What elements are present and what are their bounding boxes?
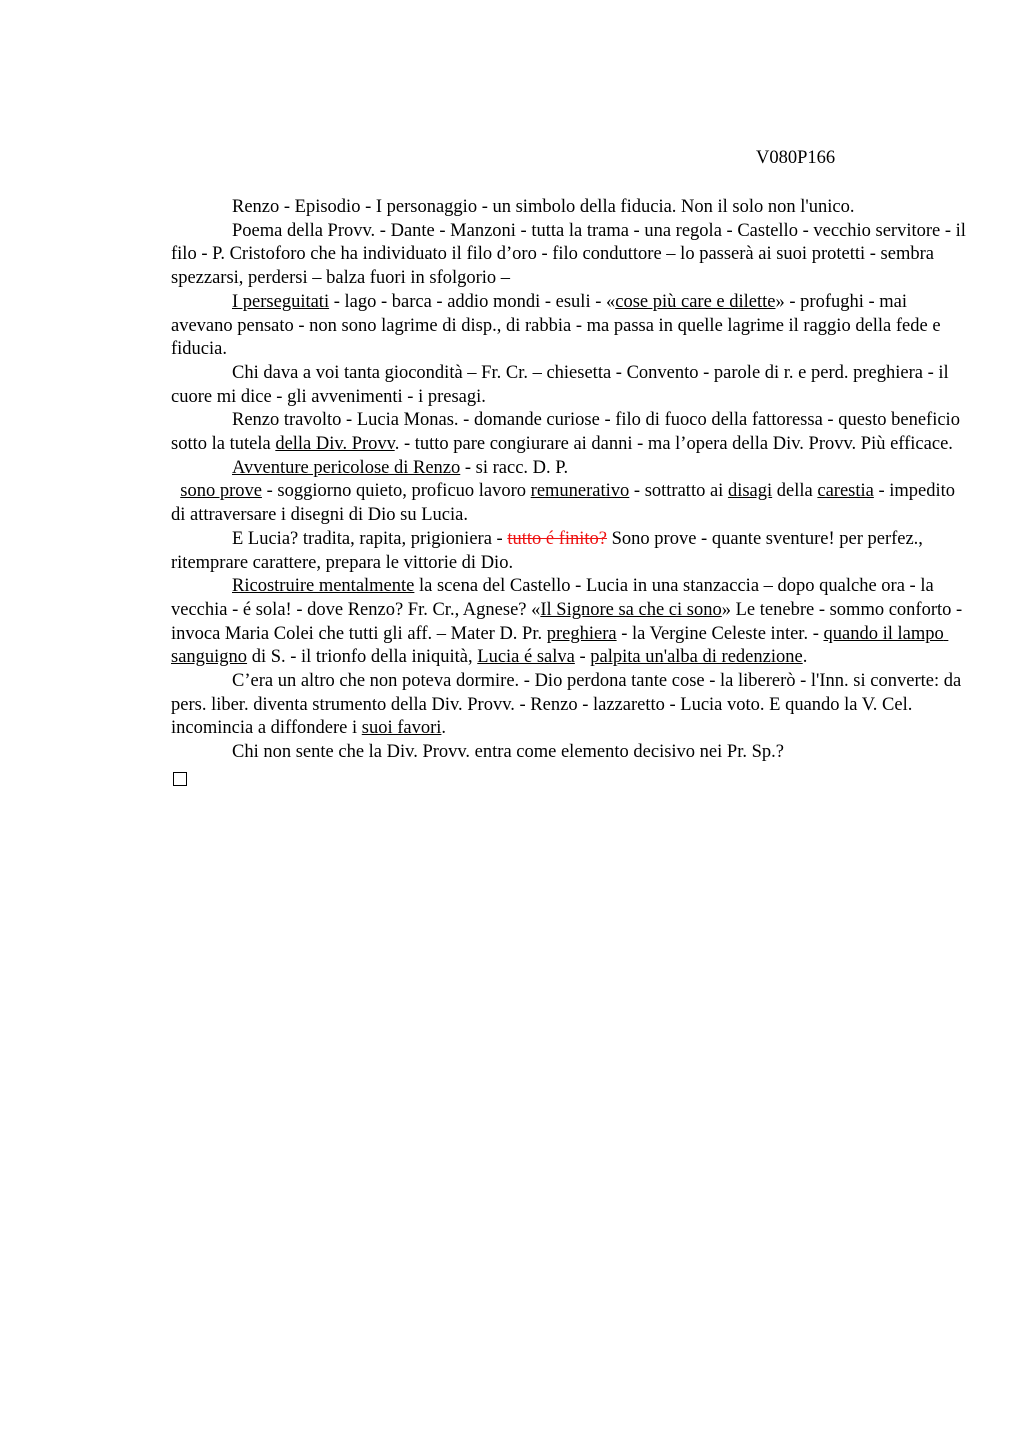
paragraph <box>171 670 971 741</box>
underlined-text: Ricostruire mentalmente <box>232 576 415 597</box>
underlined-text: sono prove <box>180 481 262 502</box>
text-run: » - profughi - mai avevano pensato - non sono lagrime di disp., di rabbia - ma passa in quelle lagrime il raggio della fede e fiducia. <box>171 291 946 360</box>
paragraph <box>171 741 971 765</box>
paragraph <box>171 362 971 409</box>
underlined-text: remunerativo <box>530 481 630 502</box>
struck-text: tutto é finito? <box>507 528 608 549</box>
text-run: della <box>772 481 818 502</box>
underlined-text: carestia <box>817 481 874 502</box>
underlined-text: preghiera <box>546 623 617 644</box>
underlined-text: quando il lampo sanguigno <box>171 623 949 668</box>
text-run: - soggiorno quieto, proficuo lavoro <box>261 481 531 502</box>
underlined-text: disagi <box>727 481 773 502</box>
underlined-text: Avventure pericolose di Renzo <box>232 457 461 478</box>
paragraph <box>171 528 971 575</box>
text-run: - sottratto ai <box>629 481 728 502</box>
document-body <box>171 196 971 786</box>
paragraph <box>171 457 971 481</box>
text-run: Chi non sente che la Div. Provv. entra come elemento decisivo nei Pr. Sp.? <box>232 742 784 763</box>
text-run: » Le tenebre - sommo conforto - invoca Maria Colei che tutti gli aff. – Mater D. Pr. <box>171 599 967 644</box>
paragraph <box>171 220 971 291</box>
page-id: V080P166 <box>756 148 836 168</box>
text-run: - <box>574 647 591 668</box>
text-run: - impedito di attraversare i disegni di Dio su Lucia. <box>171 481 960 526</box>
text-run: - si racc. D. P. <box>460 457 569 478</box>
paragraph <box>171 575 971 670</box>
text-run: C’era un altro che non poteva dormire. - Dio perdona tante cose - la libererò - l'Inn. si converte: da pers. liber. diventa strumento della Div. Provv. - Renzo - lazzaretto - Lucia voto. E quando la V. Cel. incomincia a diffondere i <box>171 671 966 739</box>
text-run: Poema della Provv. - Dante - Manzoni - tutta la trama - una regola - Castello - vecchio servitore - il filo - P. Cristoforo che ha individuato il filo d’oro - filo conduttore – lo passerà ai suoi protetti - sembra spezzarsi, perdersi – balza fuori in sfolgorio – <box>171 220 971 289</box>
underlined-text: cose più care e dilette <box>615 291 776 312</box>
underlined-text: I perseguitati <box>232 291 330 312</box>
end-of-text-box <box>173 772 187 786</box>
text-run: Renzo - Episodio - I personaggio - un simbolo della fiducia. Non il solo non l'unico. <box>232 197 855 217</box>
underlined-text: palpita un'alba di redenzione <box>590 647 803 668</box>
paragraph <box>171 480 971 527</box>
text-run: . <box>441 718 447 739</box>
paragraph-list <box>171 196 971 765</box>
text-run: Sono prove - quante sventure! per perfez., ritemprare carattere, prepara le vittorie di Dio. <box>171 528 928 573</box>
paragraph <box>171 409 971 456</box>
text-run: - lago - barca - addio mondi - esuli - « <box>329 291 616 312</box>
text-run: E Lucia? tradita, rapita, prigioniera - <box>232 528 508 549</box>
paragraph <box>171 291 971 362</box>
text-run <box>171 481 180 501</box>
text-run: . <box>802 647 808 668</box>
text-run: - la Vergine Celeste inter. - <box>616 623 824 644</box>
text-run: la scena del Castello - Lucia in una stanzaccia – dopo qualche ora - la vecchia - é sola! - dove Renzo? Fr. Cr., Agnese? « <box>171 576 939 620</box>
underlined-text: della Div. Provv <box>275 434 395 455</box>
text-run: Renzo travolto - Lucia Monas. - domande curiose - filo di fuoco della fattoressa - questo beneficio sotto la tutela <box>171 410 965 455</box>
text-run: di S. - il trionfo della iniquità, <box>247 647 478 668</box>
paragraph <box>171 196 971 220</box>
underlined-text: Il Signore sa che ci sono <box>540 599 722 620</box>
text-run: . - tutto pare congiurare ai danni - ma l’opera della Div. Provv. Più efficace. <box>394 434 953 455</box>
underlined-text: Lucia é salva <box>477 647 575 668</box>
underlined-text: suoi favori <box>361 718 442 739</box>
text-run: Chi dava a voi tanta giocondità – Fr. Cr. – chiesetta - Convento - parole di r. e perd. preghiera - il cuore mi dice - gli avvenimenti - i presagi. <box>171 362 954 407</box>
